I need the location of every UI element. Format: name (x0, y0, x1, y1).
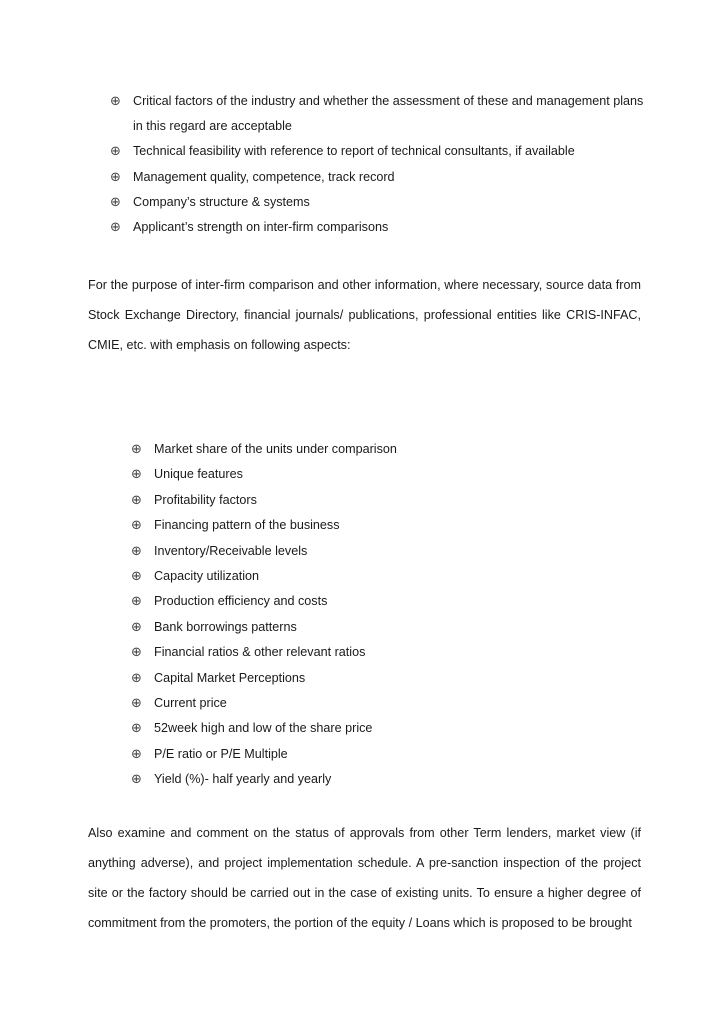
inter-firm-comparison-paragraph: For the purpose of inter-firm comparison and other information, where necessary, source data from Stock Exchange Directory, financial journals/ publications, professional entities like CRIS-INFAC, CMIE, etc. with emphasis on following aspects: (88, 278, 641, 352)
list-item (131, 462, 631, 487)
circled-plus-bullet-icon: ⊕ (131, 772, 142, 788)
circled-plus-bullet-icon: ⊕ (110, 194, 121, 210)
list-item-text: Unique features (154, 467, 243, 482)
circled-plus-bullet-icon: ⊕ (131, 670, 142, 686)
list-item-text: P/E ratio or P/E Multiple (154, 746, 288, 761)
list-item-text: Technical feasibility with reference to report of technical consultants, if available (133, 144, 575, 159)
list-item (131, 615, 631, 640)
circled-plus-bullet-icon: ⊕ (131, 467, 142, 483)
circled-plus-bullet-icon: ⊕ (110, 169, 121, 185)
list-item (131, 539, 631, 564)
list-item-text: Yield (%)- half yearly and yearly (154, 772, 332, 787)
list-item (131, 691, 631, 716)
criteria-list (110, 89, 650, 240)
list-item-text: Inventory/Receivable levels (154, 543, 308, 558)
list-item-text: Profitability factors (154, 492, 257, 507)
circled-plus-bullet-icon: ⊕ (131, 619, 142, 635)
list-item-text: Company’s structure & systems (133, 194, 310, 209)
list-item-text: Capacity utilization (154, 569, 259, 584)
list-item-text: Financial ratios & other relevant ratios (154, 645, 366, 660)
circled-plus-bullet-icon: ⊕ (131, 569, 142, 585)
list-item-text: Management quality, competence, track record (133, 169, 395, 184)
list-item (131, 437, 631, 462)
list-item-text: Capital Market Perceptions (154, 670, 306, 685)
circled-plus-bullet-icon: ⊕ (110, 220, 121, 236)
circled-plus-bullet-icon: ⊕ (131, 543, 142, 559)
circled-plus-bullet-icon: ⊕ (131, 721, 142, 737)
list-item (131, 513, 631, 538)
list-item-text: Financing pattern of the business (154, 518, 340, 533)
list-item-text: 52week high and low of the share price (154, 721, 373, 736)
circled-plus-bullet-icon: ⊕ (110, 144, 121, 160)
circled-plus-bullet-icon: ⊕ (131, 442, 142, 457)
circled-plus-bullet-icon: ⊕ (131, 645, 142, 661)
list-item-text: Bank borrowings patterns (154, 619, 297, 634)
circled-plus-bullet-icon: ⊕ (131, 518, 142, 534)
list-item-text: Production efficiency and costs (154, 594, 328, 609)
list-item (131, 589, 631, 614)
list-item (110, 139, 650, 164)
list-item (131, 666, 631, 691)
list-item (110, 89, 650, 139)
list-item-text: Market share of the units under comparison (154, 442, 397, 456)
list-item (110, 215, 650, 240)
list-item (131, 488, 631, 513)
comparison-aspects-list (131, 437, 631, 793)
circled-plus-bullet-icon: ⊕ (131, 696, 142, 712)
circled-plus-bullet-icon: ⊕ (131, 594, 142, 610)
list-item (131, 640, 631, 665)
list-item (131, 742, 631, 767)
list-item (131, 767, 631, 792)
approvals-paragraph: Also examine and comment on the status of approvals from other Term lenders, market view (if anything adverse), and project implementation schedule. A pre-sanction inspection of the project site or the factory should be carried out in the case of existing units. To ensure a higher degree of commitment from the promoters, the portion of the equity / Loans which is proposed to be brought (88, 826, 641, 930)
circled-plus-bullet-icon: ⊕ (131, 746, 142, 762)
list-item (110, 165, 650, 190)
list-item (131, 716, 631, 741)
list-item-text: Critical factors of the industry and whether the assessment of these and management plans in this regard are acceptable (133, 94, 644, 134)
list-item (110, 190, 650, 215)
circled-plus-bullet-icon: ⊕ (131, 492, 142, 508)
list-item-text: Applicant’s strength on inter-firm comparisons (133, 220, 389, 235)
list-item-text: Current price (154, 696, 227, 711)
circled-plus-bullet-icon: ⊕ (110, 94, 121, 109)
list-item (131, 564, 631, 589)
